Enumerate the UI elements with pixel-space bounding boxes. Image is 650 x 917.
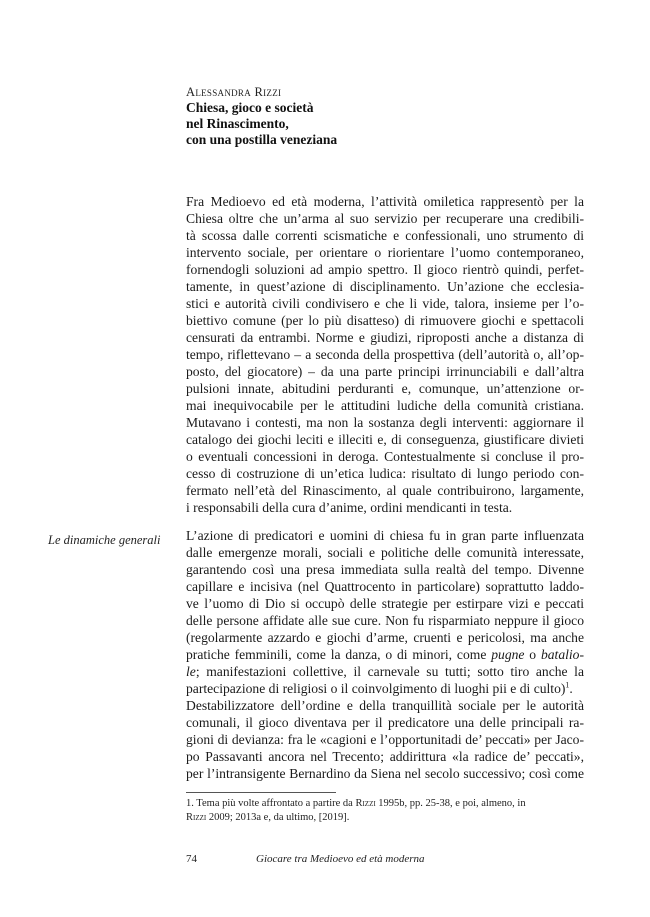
body-paragraph — [186, 527, 584, 782]
paragraph-line: Destabilizzatore dell’ordine e della tranquillità sociale per le autorità — [186, 698, 584, 713]
paragraph-line: ve l’uomo di Dio si occupò delle strategie per estirpare vizi e peccati — [186, 596, 584, 611]
paragraph-line — [186, 663, 584, 680]
italic-term-pugne: pugne — [491, 647, 525, 662]
article-header — [186, 84, 486, 148]
paragraph-line: tempo, riflettevano – a seconda della prospettiva (dell’autorità o, all’op- — [186, 347, 584, 362]
paragraph-line: tamente, in quest’azione di disciplinamento. Un’azione che ecclesia- — [186, 279, 584, 294]
paragraph-line: dalle emergenze morali, sociali e politiche delle comunità interessate, — [186, 545, 584, 560]
paragraph-line: gioni di devianza: fra le «cagioni e l’opportunitadi de’ peccati» per Jaco- — [186, 732, 584, 747]
footnote-author: Rizzi — [355, 798, 376, 809]
paragraph-line: delle persone affidate alle sue cure. Non fu risparmiato neppure il gioco — [186, 613, 584, 628]
line-text: ; manifestazioni collettive, il carnevale su tutti; sotto tiro anche la — [195, 664, 584, 679]
line-text: pratiche femminili, come la danza, o di minori, come — [186, 647, 492, 662]
footnote-divider — [186, 792, 336, 793]
paragraph-line: fornendogli soluzioni ad ampio spettro. Il gioco rientrò quindi, perfet- — [186, 262, 584, 277]
paragraph-line: catalogo dei giochi leciti e illeciti e, di conseguenza, giustificare divieti — [186, 432, 584, 447]
intro-paragraph — [186, 193, 584, 516]
paragraph-line: (regolarmente azzardo e giochi d’arme, cruenti e pericolosi, ma anche — [186, 630, 584, 645]
paragraph-line: comunali, il gioco diventava per il predicatore una delle principali ra- — [186, 715, 584, 730]
paragraph-line: garantendo così una presa immediata sulla realtà del tempo. Divenne — [186, 562, 584, 577]
footnote-text: 2009; 2013a e, da ultimo, [2019]. — [206, 812, 350, 823]
paragraph-line: posto, del giocatore) – da una parte principi irrinunciabili e dall’altra — [186, 364, 584, 379]
paragraph-line: fermato nell’età del Rinascimento, al quale contribuirono, largamente, — [186, 483, 584, 498]
paragraph-line — [186, 680, 584, 697]
running-title: Giocare tra Medioevo ed età moderna — [256, 853, 425, 865]
paragraph-line: i responsabili della cura d’anime, ordini mendicanti in testa. — [186, 500, 513, 515]
line-text: o — [524, 647, 541, 662]
footnote-number: 1. — [186, 798, 194, 809]
paragraph-line: Mutavano i contesti, ma non la sostanza degli interventi: aggiornare il — [186, 415, 584, 430]
line-text: . — [569, 681, 573, 696]
article-title-line-1: Chiesa, gioco e società — [186, 100, 314, 115]
footnote-marker: 1 — [565, 680, 570, 690]
paragraph-line: L’azione di predicatori e uomini di chiesa fu in gran parte influenzata — [186, 528, 584, 543]
paragraph-line: tà scossa dalle correnti scismatiche e confessionali, uno strumento di — [186, 228, 584, 243]
page-number: 74 — [186, 853, 197, 865]
italic-term-bataliole: batalio- — [540, 647, 584, 662]
article-title-line-2: nel Rinascimento, — [186, 116, 289, 131]
footnote-author: Rizzi — [186, 812, 207, 823]
paragraph-line: cesso di costruzione di un’etica ludica: risultato di lungo periodo con- — [186, 466, 584, 481]
paragraph-line: stici e autorità civili condivisero e che li vide, talora, insieme per l’o- — [186, 296, 584, 311]
paragraph-line: mai inequivocabile per le attitudini ludiche della comunità cristiana. — [186, 398, 584, 413]
paragraph-line — [186, 646, 584, 663]
article-title-line-3: con una postilla veneziana — [186, 132, 338, 147]
paragraph-line: Chiesa oltre che un’arma al suo servizio per recuperare una credibili- — [186, 211, 584, 226]
italic-term-bataliole-end: le — [186, 664, 196, 679]
paragraph-line: per l’intransigente Bernardino da Siena nel secolo successivo; così come — [186, 766, 584, 781]
footnote — [186, 797, 584, 825]
line-text: partecipazione di religiosi o il coinvolgimento di luoghi pii e di culto) — [186, 681, 566, 696]
footnote-text: Tema più volte affrontato a partire da — [193, 798, 356, 809]
paragraph-line: censurati da entrambi. Norme e giudizi, riproposti anche a distanza di — [186, 330, 584, 345]
paragraph-line: o eventuali concessioni in deroga. Contestualmente si concluse il pro- — [186, 449, 584, 464]
paragraph-line: Fra Medioevo ed età moderna, l’attività omiletica rappresentò per la — [186, 194, 584, 209]
paragraph-line: po Passavanti ancora nel Trecento; addirittura «la radice de’ peccati», — [186, 749, 584, 764]
footnote-text: 1995b, pp. 25-38, e poi, almeno, in — [375, 798, 526, 809]
section-sidenote: Le dinamiche generali — [48, 533, 161, 547]
paragraph-line: pulsioni innate, abitudini perduranti e, comunque, un’attenzione or- — [186, 381, 584, 396]
paragraph-line: intervento sociale, per orientare o riorientare l’uomo contemporaneo, — [186, 245, 584, 260]
author-name: Alessandra Rizzi — [186, 85, 282, 99]
paragraph-line: biettivo comune (per lo più disatteso) di rimuovere giochi e spettacoli — [186, 313, 584, 328]
paragraph-line: capillare e incisiva (nel Quattrocento in particolare) soprattutto laddo- — [186, 579, 584, 594]
